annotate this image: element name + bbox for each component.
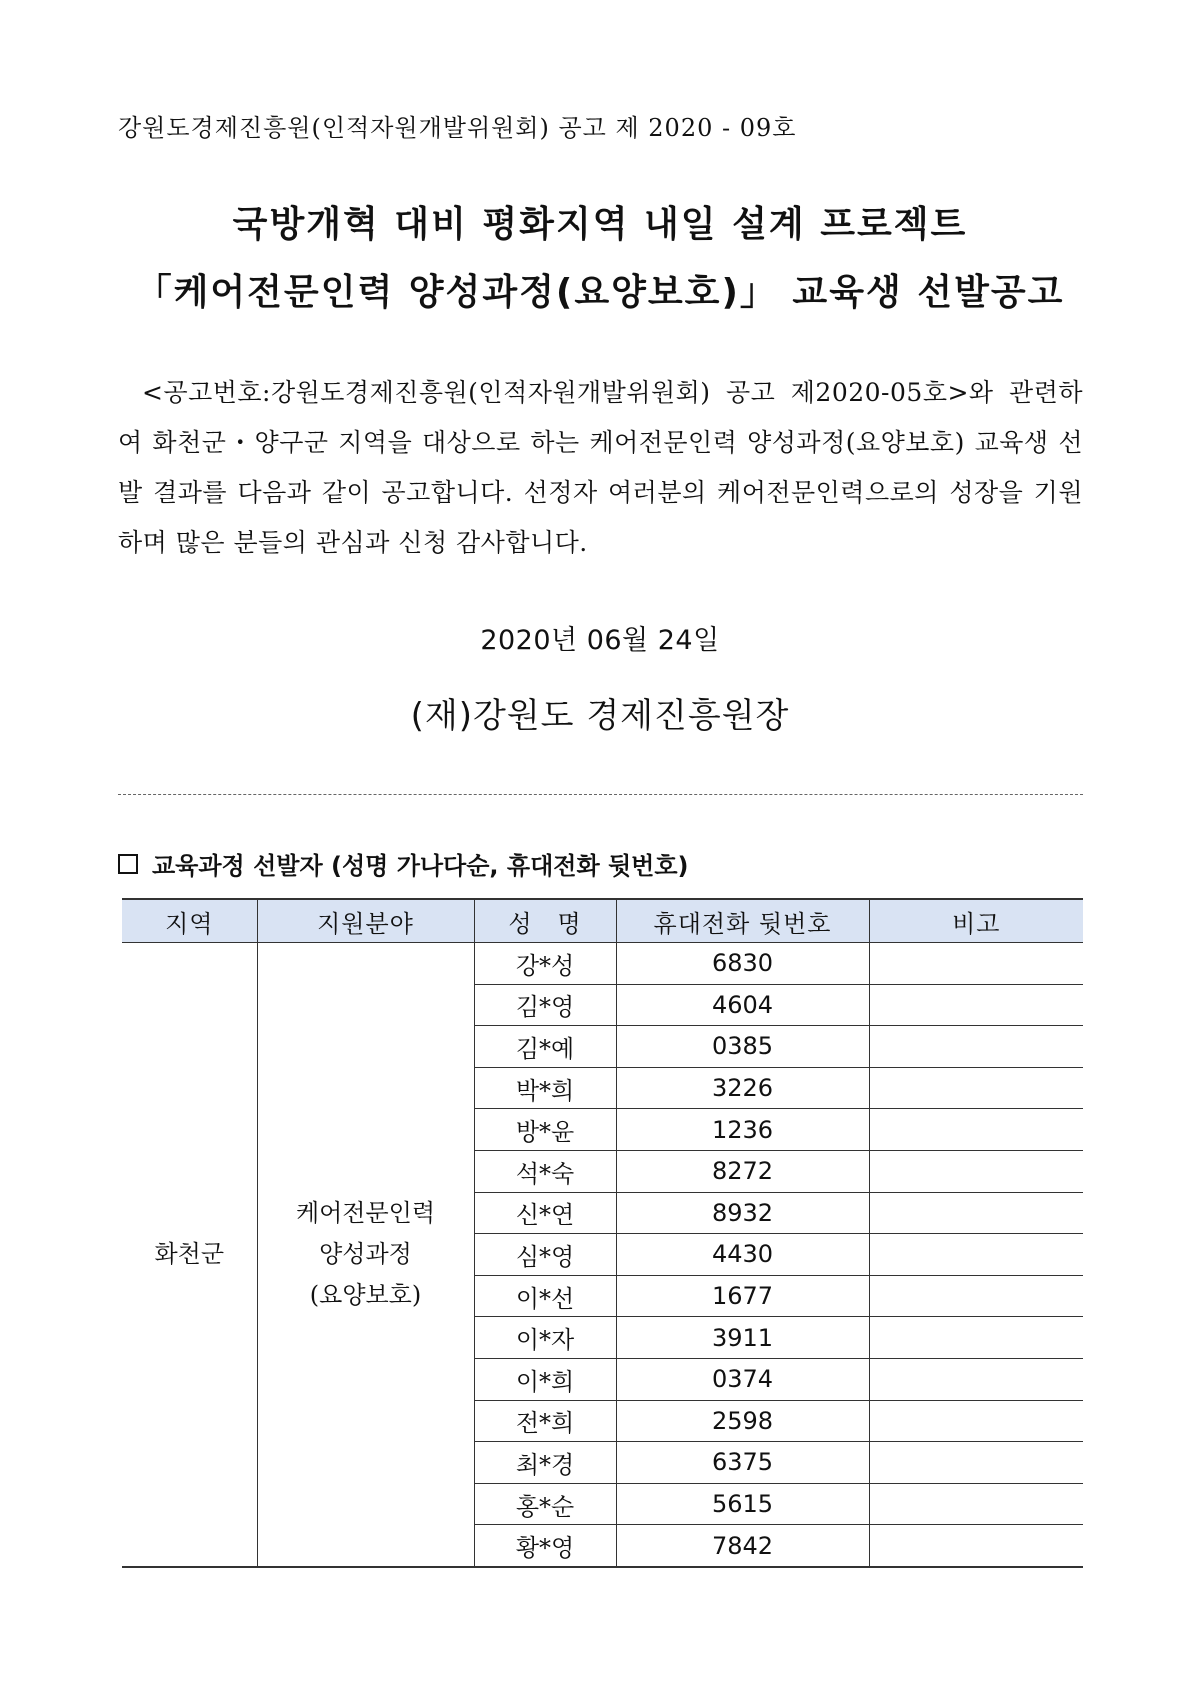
cell-note — [869, 1234, 1083, 1276]
cell-note — [869, 1400, 1083, 1442]
field-line: 케어전문인력 — [295, 1198, 436, 1227]
cell-phone: 0385 — [616, 1026, 869, 1068]
cell-name: 김*예 — [474, 1026, 616, 1068]
field-line: 양성과정 — [319, 1239, 412, 1268]
section-heading-text: 교육과정 선발자 (성명 가나다순, 휴대전화 뒷번호) — [152, 852, 689, 880]
header-field: 지원분야 — [257, 899, 474, 943]
cell-note — [869, 1442, 1083, 1484]
checkbox-icon — [118, 854, 138, 874]
cell-note — [869, 1067, 1083, 1109]
cell-phone: 6830 — [616, 943, 869, 985]
intro-paragraph: <공고번호:강원도경제진흥원(인적자원개발위원회) 공고 제2020-05호>와 관련하여 화천군・양구군 지역을 대상으로 하는 케어전문인력 양성과정(요양보호) 교육생 선발 결과를 다음과 같이 공고합니다. 선정자 여러분의 케어전문인력으로의 성장을 기원하며 많은 분들의 관심과 신청 감사합니다. — [118, 378, 1083, 557]
cell-name: 방*윤 — [474, 1109, 616, 1151]
section-heading — [118, 846, 689, 881]
cell-phone: 2598 — [616, 1400, 869, 1442]
cell-phone: 8932 — [616, 1192, 869, 1234]
field-line: (요양보호) — [309, 1280, 422, 1309]
dashed-divider — [118, 794, 1083, 795]
cell-name: 최*경 — [474, 1442, 616, 1484]
cell-name: 전*희 — [474, 1400, 616, 1442]
table-row — [122, 943, 1083, 985]
header-region: 지역 — [122, 899, 257, 943]
table-body — [122, 943, 1083, 1567]
header-note: 비고 — [869, 899, 1083, 943]
cell-note — [869, 1109, 1083, 1151]
cell-note — [869, 1150, 1083, 1192]
cell-note — [869, 984, 1083, 1026]
selection-table — [122, 898, 1083, 1568]
cell-region: 화천군 — [122, 943, 257, 1567]
header-phone: 휴대전화 뒷번호 — [616, 899, 869, 943]
cell-note — [869, 1483, 1083, 1525]
cell-name: 강*성 — [474, 943, 616, 985]
header-name: 성 명 — [474, 899, 616, 943]
table-header-row — [122, 899, 1083, 943]
cell-phone: 3226 — [616, 1067, 869, 1109]
cell-phone: 6375 — [616, 1442, 869, 1484]
cell-name: 신*연 — [474, 1192, 616, 1234]
cell-phone: 4430 — [616, 1234, 869, 1276]
cell-name: 이*자 — [474, 1317, 616, 1359]
cell-note — [869, 1026, 1083, 1068]
notice-number: 강원도경제진흥원(인적자원개발위원회) 공고 제 2020 - 09호 — [118, 114, 797, 142]
cell-phone: 4604 — [616, 984, 869, 1026]
title-line-2: 「케어전문인력 양성과정(요양보호)」 교육생 선발공고 — [135, 272, 1065, 313]
cell-phone: 8272 — [616, 1150, 869, 1192]
cell-name: 심*영 — [474, 1234, 616, 1276]
cell-phone: 3911 — [616, 1317, 869, 1359]
title-line-1: 국방개혁 대비 평화지역 내일 설계 프로젝트 — [232, 204, 968, 245]
cell-phone: 5615 — [616, 1483, 869, 1525]
cell-phone: 0374 — [616, 1358, 869, 1400]
cell-note — [869, 1358, 1083, 1400]
cell-name: 홍*순 — [474, 1483, 616, 1525]
cell-note — [869, 1317, 1083, 1359]
cell-name: 이*선 — [474, 1275, 616, 1317]
cell-name: 석*숙 — [474, 1150, 616, 1192]
cell-phone: 7842 — [616, 1525, 869, 1567]
issuer: (재)강원도 경제진흥원장 — [410, 696, 790, 736]
cell-phone: 1236 — [616, 1109, 869, 1151]
cell-name: 박*희 — [474, 1067, 616, 1109]
cell-note — [869, 1525, 1083, 1567]
notice-date: 2020년 06월 24일 — [480, 625, 720, 656]
cell-field — [257, 943, 474, 1567]
cell-name: 황*영 — [474, 1525, 616, 1567]
cell-note — [869, 1275, 1083, 1317]
cell-name: 이*희 — [474, 1358, 616, 1400]
cell-phone: 1677 — [616, 1275, 869, 1317]
cell-note — [869, 1192, 1083, 1234]
cell-note — [869, 943, 1083, 985]
cell-name: 김*영 — [474, 984, 616, 1026]
